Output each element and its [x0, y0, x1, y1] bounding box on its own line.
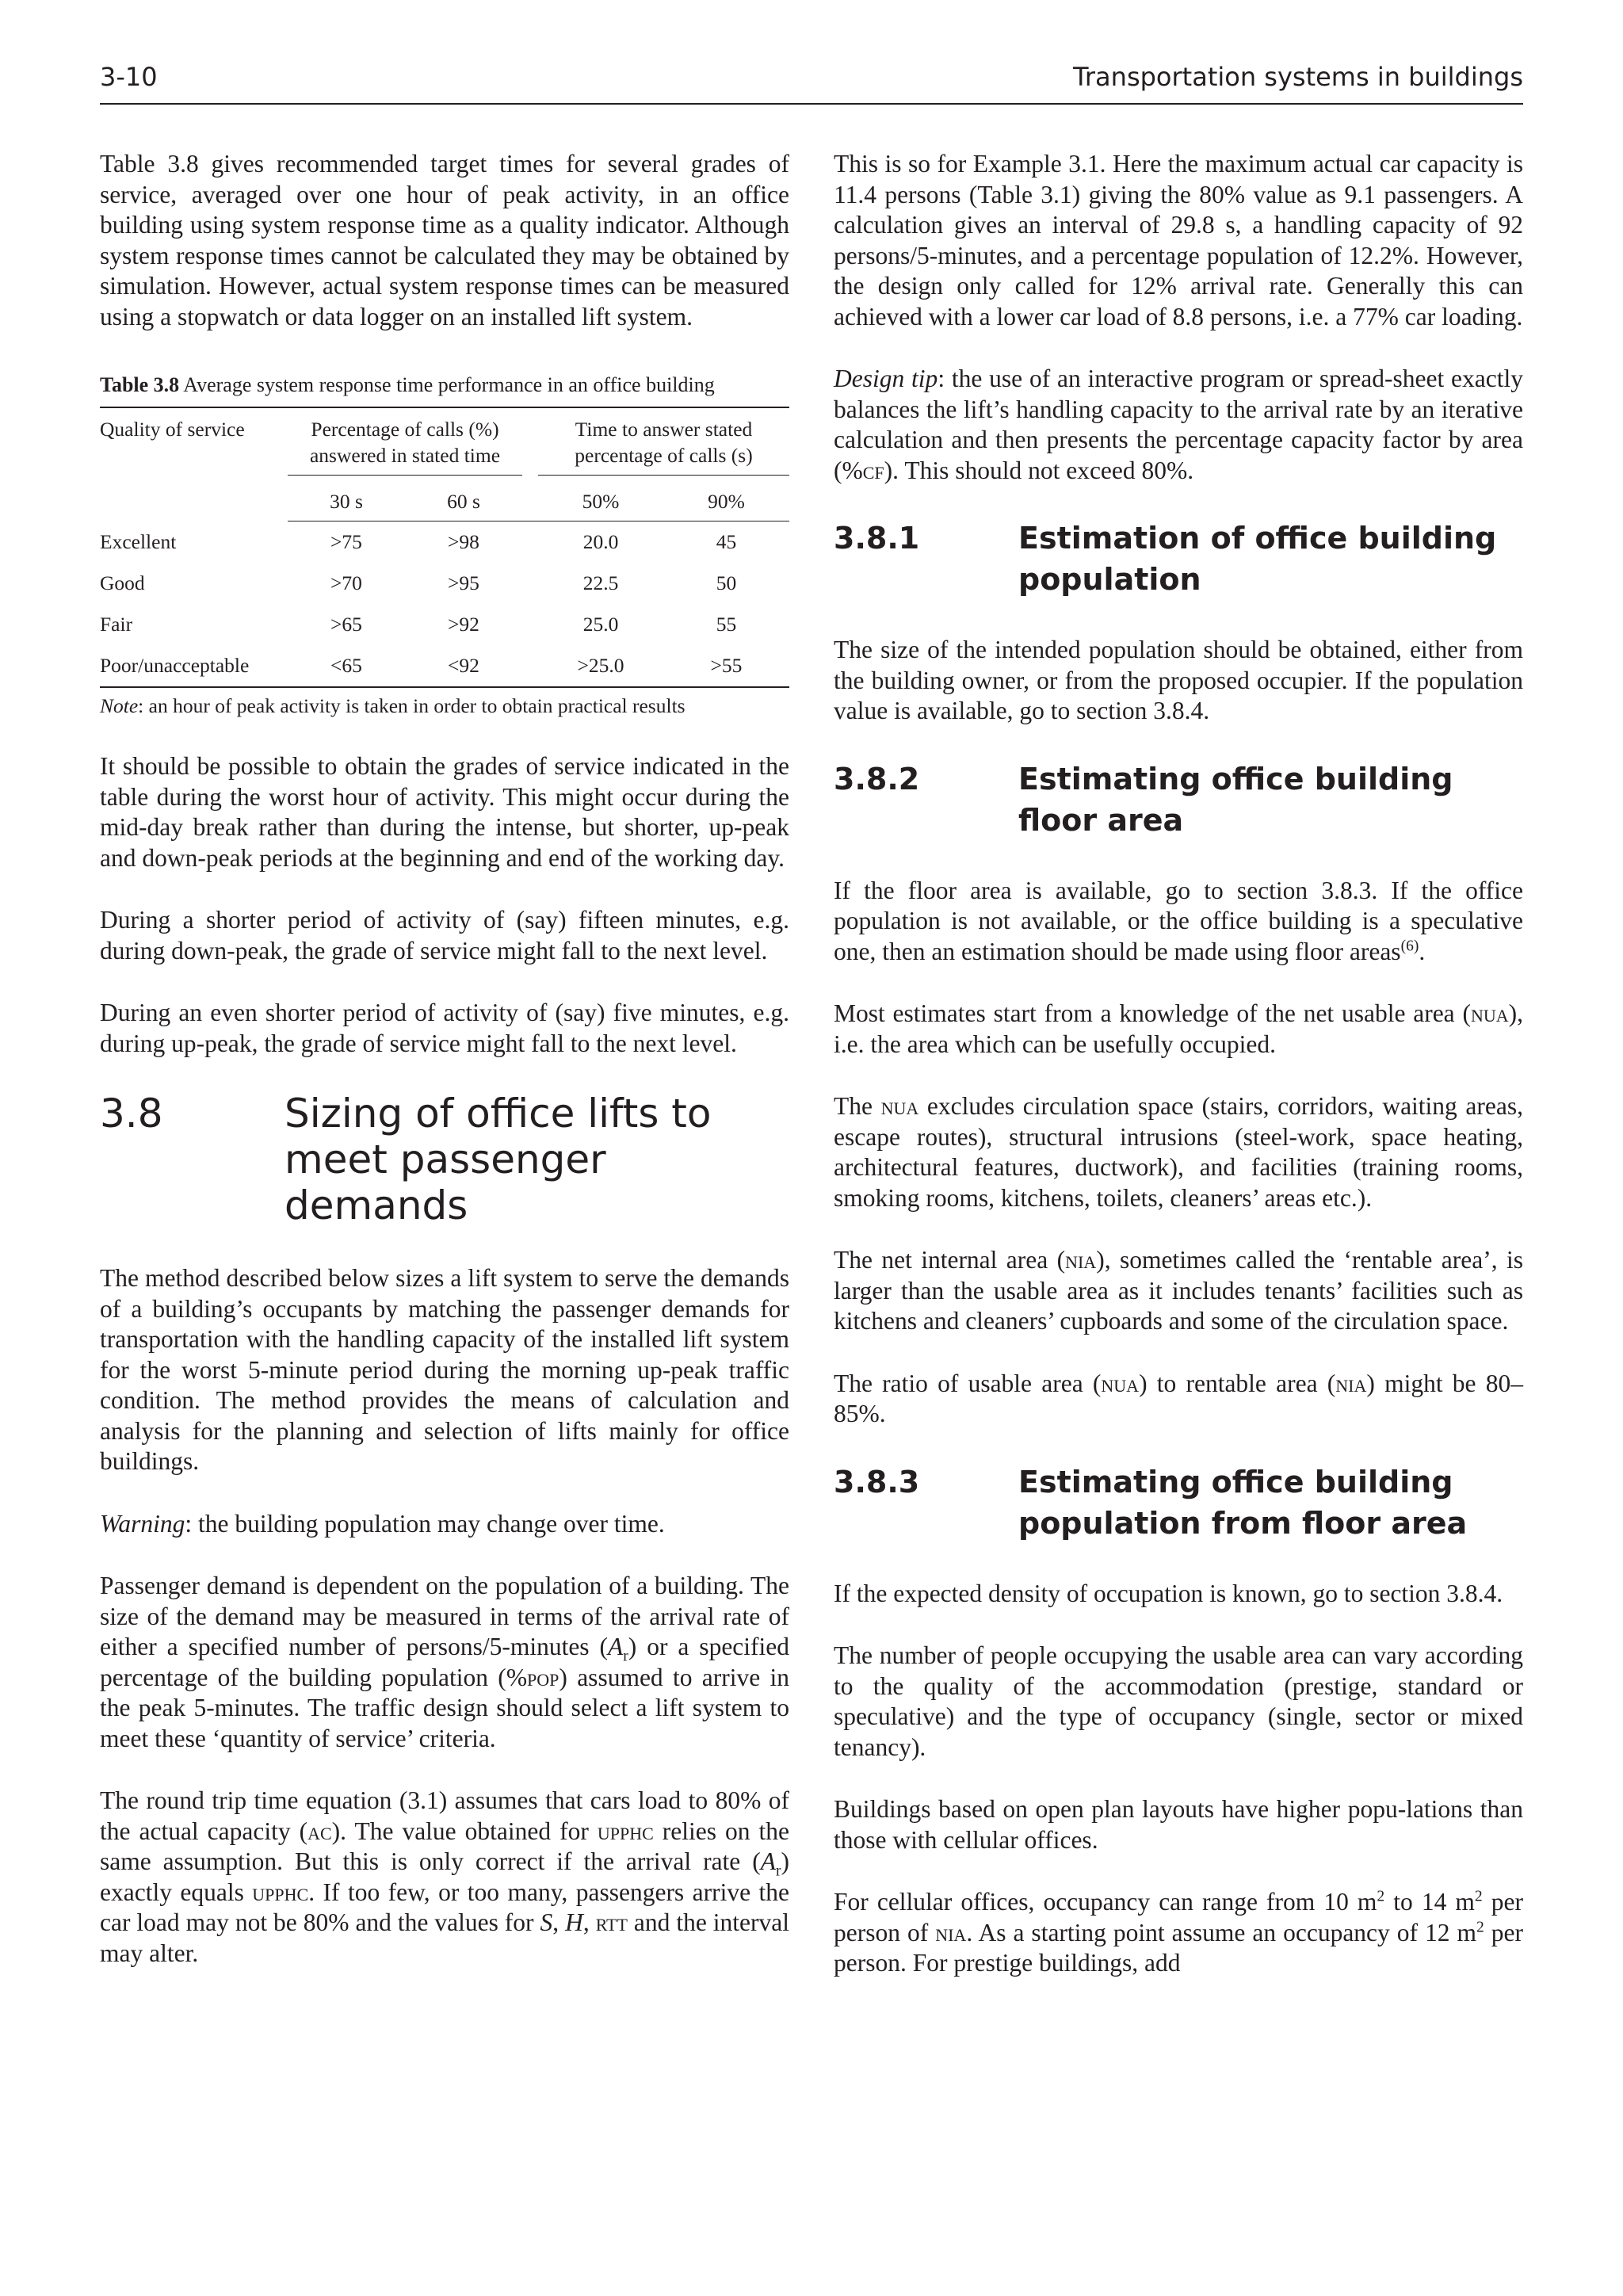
- table-cell: >70: [330, 571, 362, 594]
- table-caption: [100, 372, 789, 399]
- table-cell: 22.5: [582, 571, 619, 594]
- symbol-a: A: [760, 1847, 776, 1875]
- text-run: The round trip time equation (3.1) assumes that cars load to 80% of the actual capacity (: [100, 1786, 789, 1845]
- paragraph-example: This is so for Example 3.1. Here the maximum actual car capacity is 11.4 persons (Table 3.1) giving the 80% value as 9.1 passengers. A calculation gives an interval of 29.8 s, a handling capacity of 92 persons/5-minutes, and a percentage population of 12.2%. However, the design only called for 12% arrival rate. Generally this can achieved with a lower car load of 8.8 persons, i.e. a 77% car loading.: [834, 150, 1523, 330]
- section-title: Sizing of office lifts to meet passenger demands: [285, 1091, 712, 1228]
- text-run: The net internal area (: [834, 1246, 1066, 1274]
- section-number: 3.8.2: [834, 761, 920, 797]
- paragraph-passenger-demand: [100, 1571, 789, 1754]
- abbr-upphc: upphc: [597, 1817, 654, 1845]
- paragraph-floor-area: [834, 876, 1523, 968]
- subheader-60s: 60 s: [405, 482, 522, 521]
- table-cell: Poor/unacceptable: [100, 654, 250, 677]
- abbr-nia: nia: [935, 1918, 967, 1946]
- subheader-90pct: 90%: [663, 482, 789, 521]
- paragraph-fifteen-minutes: During a shorter period of activity of (say) fifteen minutes, e.g. during down-peak, the grade of service might fall to the next level.: [100, 906, 789, 965]
- text-run: For cellular offices, occupancy can range from 10 m: [834, 1888, 1377, 1916]
- table-note: [100, 688, 789, 720]
- table-row: [100, 645, 789, 687]
- table-row: [100, 563, 789, 604]
- text-run: : the use of an interactive program or spread-sheet exactly balances the lift’s handling capacity to the arrival rate by an iterative calculation and then presents the percentage capacity factor by area (: [834, 365, 1523, 484]
- table-cell: <65: [330, 654, 362, 677]
- symbol-subscript-r: r: [776, 1862, 781, 1880]
- squared-superscript: 2: [1476, 1919, 1484, 1935]
- text-run: ,: [582, 1908, 596, 1936]
- symbol-a: A: [608, 1633, 624, 1660]
- warning-text: : the building population may change over time.: [185, 1509, 665, 1538]
- text-run: per person. For prestige buildings, add: [834, 1918, 1523, 1977]
- group-header-time: Time to answer stated percentage of calls (s): [538, 407, 789, 482]
- paragraph-nua-excludes: [834, 1091, 1523, 1213]
- text-run: .: [1419, 937, 1426, 965]
- text-run: The ratio of usable area (: [834, 1369, 1102, 1397]
- paragraph-ratio: [834, 1369, 1523, 1430]
- table-cell: <92: [448, 654, 479, 677]
- paragraph-occupancy-quality: The number of people occupying the usable area can vary according to the quality of the accommodation (prestige, standard or speculative) and the type of occupancy (single, sector or mixed tenancy).: [834, 1641, 1523, 1761]
- text-run: ). This should not exceed 80%.: [884, 456, 1194, 484]
- abbr-nua: nua: [880, 1092, 919, 1120]
- text-run: ), sometimes called the ‘rentable area’, is larger than the usable area as it includes tenants’ facilities such as kitchens and cleaners’ cupboards and some of the circulation space.: [834, 1246, 1523, 1335]
- table-cell: >25.0: [577, 654, 624, 677]
- table-caption-text: Average system response time performance in an office building: [183, 373, 715, 396]
- abbr-nua: nua: [1470, 999, 1509, 1027]
- text-run: ,: [552, 1908, 566, 1936]
- abbr-nia: nia: [1335, 1369, 1367, 1397]
- table-cell: >95: [448, 571, 479, 594]
- text-run: ) might be 80–85%.: [834, 1369, 1523, 1427]
- table-3-8: [100, 372, 789, 720]
- paragraph-design-tip: [834, 364, 1523, 486]
- subheader-50pct: 50%: [538, 482, 663, 521]
- table-cell: >55: [710, 654, 743, 677]
- abbr-upphc: upphc: [252, 1878, 309, 1906]
- symbol-s: S: [540, 1908, 553, 1936]
- squared-superscript: 2: [1377, 1888, 1385, 1905]
- table-cell: >98: [448, 530, 479, 553]
- table-note-label: Note: [100, 694, 139, 717]
- left-column: [100, 149, 789, 1969]
- table-cell: 25.0: [582, 613, 619, 636]
- paragraph-method: The method described below sizes a lift system to serve the demands of a building’s occupants by matching the passenger demands for transportation with the handling capacity of the installed lift system for the worst 5-minute period during the morning up-peak traffic condition. The method provides the means of calculation and analysis for the planning and selection of lifts mainly for office buildings.: [100, 1264, 789, 1475]
- response-time-table: [100, 407, 789, 688]
- abbr-nia: nia: [1065, 1246, 1097, 1274]
- table-caption-label: Table 3.8: [100, 373, 180, 396]
- text-run: relies on the same assumption. But this is only correct if the arrival rate (: [100, 1817, 789, 1875]
- symbol-h: H: [565, 1908, 583, 1936]
- abbr-rtt: rtt: [595, 1908, 628, 1936]
- table-cell: Fair: [100, 613, 133, 636]
- paragraph-five-minutes: During an even shorter period of activity of (say) five minutes, e.g. during up-peak, the grade of service might fall to the next level.: [100, 999, 789, 1057]
- text-run: excludes circulation space (stairs, corridors, waiting areas, escape routes), structural intrusions (steel-work, space heating, architectural features, ductwork), and facilities (training rooms, smoking rooms, kitchens, toilets, cleaners’ areas etc.).: [834, 1092, 1523, 1212]
- text-run: Passenger demand is dependent on the population of a building. The size of the demand may be measured in terms of the arrival rate of either a specified number of persons/5-minutes (: [100, 1572, 789, 1660]
- section-heading-3-8-3: [834, 1461, 1523, 1544]
- section-heading-3-8-2: [834, 758, 1523, 841]
- section-number: 3.8.1: [834, 521, 920, 556]
- warning-label: Warning: [100, 1509, 185, 1538]
- text-run: If the floor area is available, go to section 3.8.3. If the office population is not available, or the office building is a speculative one, then an estimation should be made using floor areas: [834, 876, 1523, 965]
- paragraph-net-internal-area: [834, 1245, 1523, 1337]
- table-cell: Excellent: [100, 529, 177, 553]
- section-title: Estimation of office building population: [1018, 521, 1497, 597]
- table-cell: 55: [716, 613, 737, 636]
- text-run: per person of: [834, 1888, 1523, 1946]
- table-row: [100, 604, 789, 645]
- paragraph-net-usable-area: [834, 999, 1523, 1060]
- text-run: ) or a specified percentage of the building population (: [100, 1633, 789, 1691]
- text-run: to 14 m: [1384, 1888, 1475, 1916]
- section-heading-3-8-1: [834, 518, 1523, 600]
- abbr-cf: %cf: [842, 456, 884, 484]
- paragraph-table-intro: Table 3.8 gives recommended target times for several grades of service, averaged over one hour of peak activity, in an office building using system response time as a quality indicator. Although system response times cannot be calculated they may be obtained by simulation. However, actual system response times can be measured using a stopwatch or data logger on an installed lift system.: [100, 150, 789, 330]
- paragraph-warning: [100, 1509, 789, 1540]
- text-run: ) exactly equals: [100, 1847, 789, 1906]
- text-run: The: [834, 1092, 881, 1120]
- group-header-percentage: Percentage of calls (%) answered in stated time: [288, 407, 522, 482]
- table-cell: >92: [448, 613, 479, 636]
- paragraph-worst-hour: It should be possible to obtain the grades of service indicated in the table during the worst hour of activity. This might occur during the mid-day break rather than during the intense, but shorter, up-peak and down-peak periods at the beginning and end of the working day.: [100, 752, 789, 872]
- running-title: Transportation systems in buildings: [1073, 62, 1523, 92]
- paragraph-open-plan: Buildings based on open plan layouts have higher popu-lations than those with cellular offices.: [834, 1795, 1523, 1854]
- text-run: ), i.e. the area which can be usefully occupied.: [834, 999, 1523, 1058]
- table-cell: 20.0: [582, 530, 619, 553]
- paragraph-population: The size of the intended population should be obtained, either from the building owner, or from the proposed occupier. If the population value is available, go to section 3.8.4.: [834, 636, 1523, 724]
- text-run: . As a starting point assume an occupancy of 12 m: [966, 1918, 1476, 1946]
- text-run: ) to rentable area (: [1139, 1369, 1336, 1397]
- table-cell: Good: [100, 571, 145, 594]
- section-title: Estimating office building population from floor area: [1018, 1464, 1468, 1541]
- text-run: and the interval may alter.: [100, 1908, 789, 1967]
- running-header: [100, 57, 1523, 105]
- reference-superscript: (6): [1400, 938, 1419, 954]
- abbr-nua: nua: [1101, 1369, 1140, 1397]
- text-run: . If too few, or too many, passengers arrive the car load may not be 80% and the values for: [100, 1878, 789, 1936]
- table-row: [100, 521, 789, 563]
- table-cell: 45: [716, 530, 737, 553]
- squared-superscript: 2: [1474, 1888, 1483, 1905]
- table-cell: >65: [330, 613, 362, 636]
- section-number: 3.8: [100, 1091, 163, 1137]
- col-quality-header: Quality of service: [100, 418, 245, 441]
- abbr-ac: ac: [307, 1817, 332, 1845]
- table-note-text: : an hour of peak activity is taken in order to obtain practical results: [138, 694, 685, 717]
- paragraph-density-known: If the expected density of occupation is known, go to section 3.8.4.: [834, 1579, 1503, 1607]
- right-column: [834, 149, 1523, 1979]
- table-cell: >75: [330, 530, 362, 553]
- paragraph-round-trip: [100, 1786, 789, 1969]
- symbol-subscript-r: r: [623, 1648, 628, 1665]
- text-run: ). The value obtained for: [331, 1817, 598, 1845]
- section-heading-3-8: [100, 1091, 789, 1228]
- table-cell: 50: [716, 571, 737, 594]
- text-run: Most estimates start from a knowledge of the net usable area (: [834, 999, 1471, 1027]
- subheader-30s: 30 s: [288, 482, 405, 521]
- text-run: ) assumed to arrive in the peak 5-minutes. The traffic design should select a lift system to meet these ‘quantity of service’ criteria.: [100, 1663, 789, 1752]
- table-header-row: [100, 407, 789, 482]
- paragraph-cellular-offices: [834, 1887, 1523, 1979]
- abbr-pop: %pop: [506, 1663, 559, 1691]
- section-number: 3.8.3: [834, 1464, 920, 1499]
- design-tip-label: Design tip: [834, 365, 938, 392]
- page-number: 3-10: [100, 62, 158, 92]
- section-title: Estimating office building floor area: [1018, 761, 1453, 838]
